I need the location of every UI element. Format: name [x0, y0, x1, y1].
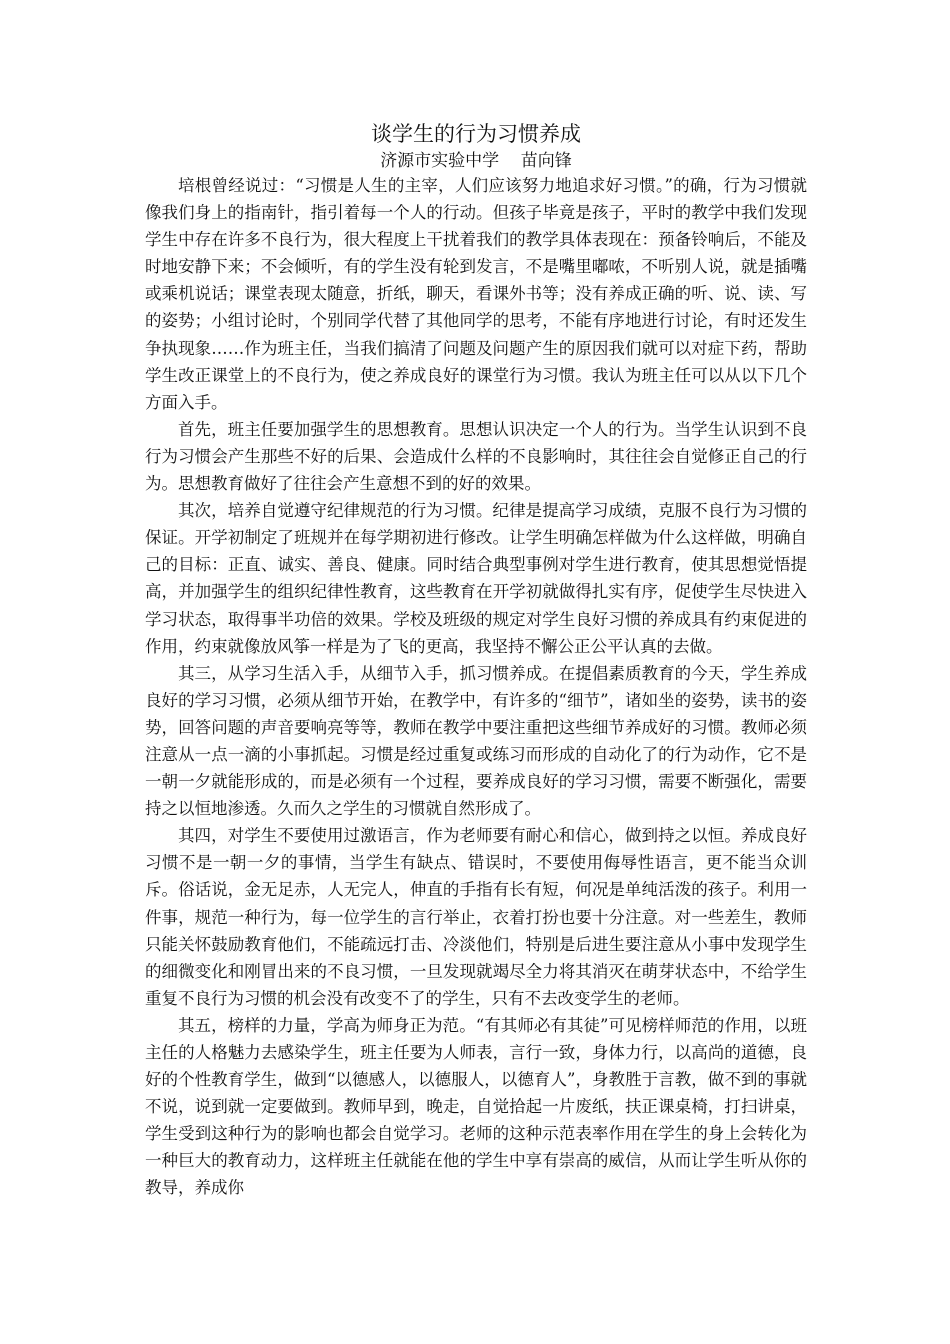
paragraph-fourth: 其四，对学生不要使用过激语言，作为老师要有耐心和信心，做到持之以恒。养成良好习惯不是一朝一夕的事情，当学生有缺点、错误时，不要使用侮辱性语言，更不能当众训斥。俗话说，金无足赤，人无完人，伸直的手指有长有短，何况是单纯活泼的孩子。利用一件事，规范一种行为，每一位学生的言行举止，衣着打扮也要十分注意。对一些差生，教师只能关怀鼓励教育他们，不能疏远打击、冷淡他们，特别是后进生要注意从小事中发现学生的细微变化和刚冒出来的不良习惯，一旦发现就竭尽全力将其消灭在萌芽状态中，不给学生重复不良行为习惯的机会没有改变不了的学生，只有不去改变学生的老师。 [145, 826, 807, 1008]
document-title: 谈学生的行为习惯养成 [371, 122, 581, 146]
author-byline: 济源市实验中学 苗向锋 [380, 151, 572, 171]
paragraph-intro: 培根曾经说过：“习惯是人生的主宰，人们应该努力地追求好习惯。”的确，行为习惯就像我们身上的指南针，指引着每一个人的行动。但孩子毕竟是孩子，平时的教学中我们发现学生中存在许多不良行为，很大程度上干扰着我们的教学具体表现在：预备铃响后，不能及时地安静下来；不会倾听，有的学生没有轮到发言，不是嘴里嘟哝，不听别人说，就是插嘴或乘机说话；课堂表现太随意，折纸，聊天，看课外书等；没有养成正确的听、说、读、写的姿势；小组讨论时，个别同学代替了其他同学的思考，不能有序地进行讨论，有时还发生争执现象……作为班主任，当我们搞清了问题及问题产生的原因我们就可以对症下药，帮助学生改正课堂上的不良行为，使之养成良好的课堂行为习惯。我认为班主任可以从以下几个方面入手。 [145, 176, 807, 412]
paragraph-second: 其次，培养自觉遵守纪律规范的行为习惯。纪律是提高学习成绩，克服不良行为习惯的保证。开学初制定了班规并在每学期初进行修改。让学生明确怎样做为什么这样做，明确自己的目标：正直、诚实、善良、健康。同时结合典型事例对学生进行教育，使其思想觉悟提高，并加强学生的组织纪律性教育，这些教育在开学初就做得扎实有序，促使学生尽快进入学习状态，取得事半功倍的效果。学校及班级的规定对学生良好习惯的养成具有约束促进的作用，约束就像放风筝一样是为了飞的更高，我坚持不懈公正公平认真的去做。 [145, 501, 807, 656]
paragraph-fifth: 其五，榜样的力量，学高为师身正为范。“有其师必有其徒”可见榜样师范的作用，以班主任的人格魅力去感染学生，班主任要为人师表，言行一致，身体力行，以高尚的道德，良好的个性教育学生，做到“以德感人，以德服人，以德育人”，身教胜于言教，做不到的事就不说，说到就一定要做到。教师早到，晚走，自觉拾起一片废纸，扶正课桌椅，打扫讲桌，学生受到这种行为的影响也都会自觉学习。老师的这种示范表率作用在学生的身上会转化为一种巨大的教育动力，这样班主任就能在他的学生中享有崇高的威信，从而让学生听从你的教导，养成你 [145, 1015, 807, 1198]
paragraph-first: 首先，班主任要加强学生的思想教育。思想认识决定一个人的行为。当学生认识到不良行为习惯会产生那些不好的后果、会造成什么样的不良影响时，其往往会自觉修正自己的行为。思想教育做好了往往会产生意想不到的好的效果。 [145, 419, 807, 494]
paragraph-third: 其三，从学习生活入手，从细节入手，抓习惯养成。在提倡素质教育的今天，学生养成良好的学习习惯，必须从细节开始，在教学中，有许多的“细节”，诸如坐的姿势，读书的姿势，回答问题的声音要响亮等等，教师在教学中要注重把这些细节养成好的习惯。教师必须注意从一点一滴的小事抓起。习惯是经过重复或练习而形成的自动化了的行为动作，它不是一朝一夕就能形成的，而是必须有一个过程，要养成良好的学习习惯，需要不断强化，需要持之以恒地渗透。久而久之学生的习惯就自然形成了。 [145, 663, 807, 819]
document-body [145, 118, 807, 1202]
